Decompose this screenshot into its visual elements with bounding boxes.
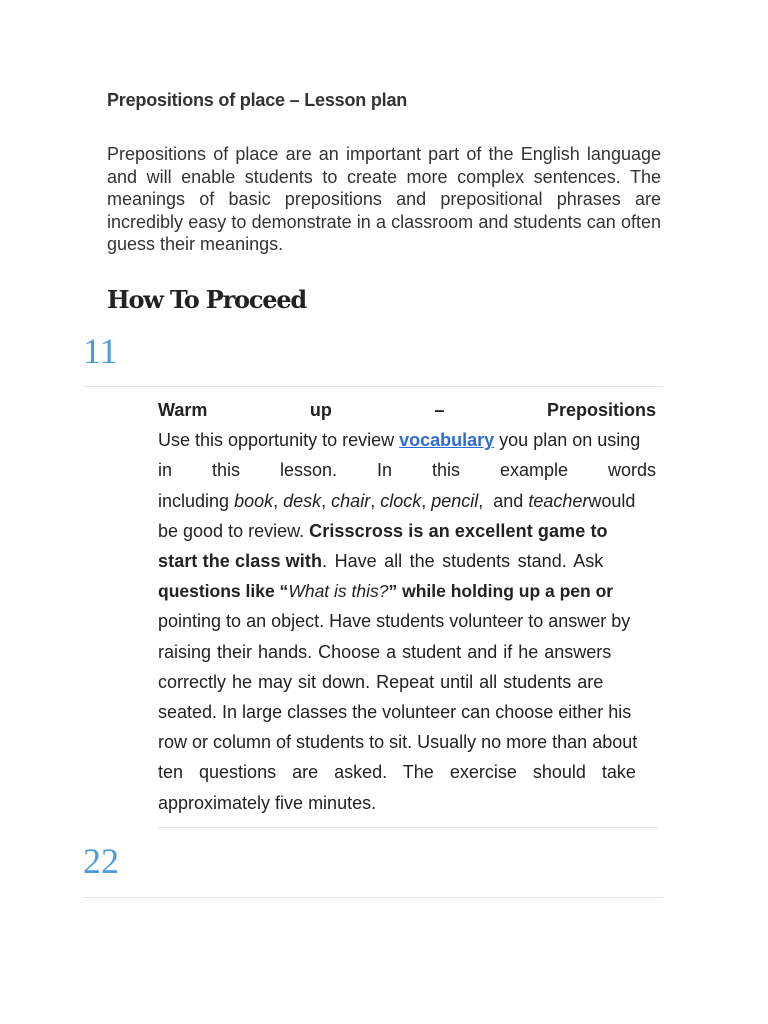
step-1-line: start the class with. Have all the students stand. Ask: [158, 551, 604, 572]
step-1-line: ten questions are asked. The exercise should take: [158, 762, 636, 783]
divider: [158, 827, 658, 828]
step-1-line: in this lesson. In this example words: [158, 460, 656, 481]
section-heading: How To Proceed: [107, 285, 307, 314]
step-1-line: row or column of students to sit. Usually no more than about: [158, 732, 638, 753]
divider: [83, 897, 663, 898]
step-1-line: pointing to an object. Have students volunteer to answer by: [158, 611, 631, 632]
step-1-content: [158, 395, 656, 818]
step-1-line: be good to review. Crisscross is an excellent game to: [158, 520, 608, 541]
step-1-line: Use this opportunity to review vocabulary you plan on using: [158, 430, 641, 451]
step-1-line: raising their hands. Choose a student and if he answers: [158, 641, 612, 662]
step-1-line: seated. In large classes the volunteer can choose either his: [158, 702, 632, 723]
vocabulary-link[interactable]: vocabulary: [399, 430, 495, 451]
step-1-line: correctly he may sit down. Repeat until all students are: [158, 671, 604, 692]
step-1-line: including book, desk, chair, clock, pencil, and teacherwould: [158, 490, 636, 511]
step-1-title: Warm up – Prepositions: [158, 400, 656, 420]
step-1-line: approximately five minutes.: [158, 792, 377, 813]
intro-paragraph: Prepositions of place are an important part of the English language and will enable students to create more complex sentences. The meanings of basic prepositions and prepositional phrases are incredibly easy to demonstrate in a classroom and students can often guess their meanings.: [107, 144, 661, 254]
step-1-line: questions like “What is this?” while holding up a pen or: [158, 581, 614, 602]
lesson-title: Prepositions of place – Lesson plan: [107, 90, 408, 110]
divider: [83, 386, 663, 387]
step-number-2: 22: [83, 841, 119, 881]
step-number-1: 11: [83, 331, 118, 371]
